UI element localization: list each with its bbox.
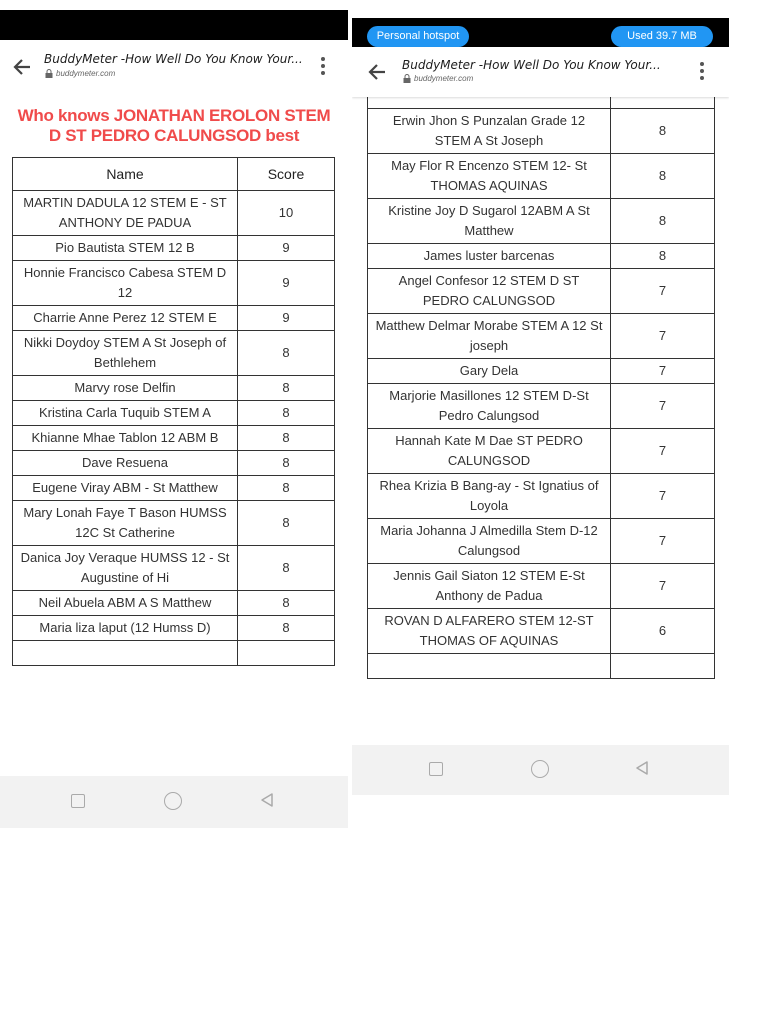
overflow-menu-icon[interactable] (321, 57, 325, 75)
player-name-cell: Marjorie Masillones 12 STEM D-St Pedro Calungsod (368, 384, 611, 429)
score-cell (611, 97, 715, 109)
score-cell: 8 (238, 616, 335, 641)
leaderboard-table (12, 157, 335, 666)
player-name-cell: Jennis Gail Siaton 12 STEM E-St Anthony de Padua (368, 564, 611, 609)
left-content (0, 0, 348, 776)
player-name-cell (368, 654, 611, 679)
system-nav-bar (0, 776, 348, 828)
player-name-cell: Erwin Jhon S Punzalan Grade 12 STEM A St Joseph (368, 109, 611, 154)
table-row (368, 359, 715, 384)
table-row (13, 616, 335, 641)
table-row (13, 261, 335, 306)
player-name-cell: Khianne Mhae Tablon 12 ABM B (13, 426, 238, 451)
score-cell: 7 (611, 564, 715, 609)
table-row (368, 429, 715, 474)
player-name-cell: Eugene Viray ABM - St Matthew (13, 476, 238, 501)
player-name-cell: Dave Resuena (13, 451, 238, 476)
back-arrow-icon[interactable] (11, 56, 33, 78)
table-row (13, 306, 335, 331)
back-arrow-icon[interactable] (366, 61, 388, 83)
score-cell: 7 (611, 429, 715, 474)
player-name-cell (13, 641, 238, 666)
page-title: BuddyMeter -How Well Do You Know Your... (402, 58, 661, 72)
score-cell: 7 (611, 384, 715, 429)
score-cell: 7 (611, 314, 715, 359)
player-name-cell: Mary Lonah Faye T Bason HUMSS 12C St Catherine (13, 501, 238, 546)
score-cell: 8 (238, 331, 335, 376)
leaderboard-rows (13, 191, 335, 666)
table-row (368, 269, 715, 314)
player-name-cell: Rhea Krizia B Bang-ay - St Ignatius of Loyola (368, 474, 611, 519)
circle-nav-icon[interactable] (531, 760, 549, 778)
player-name-cell: Maria liza laput (12 Humss D) (13, 616, 238, 641)
table-row (368, 564, 715, 609)
table-header-row (13, 158, 335, 191)
score-column-header: Score (238, 158, 335, 191)
leaderboard-table (367, 97, 715, 679)
score-cell: 8 (238, 546, 335, 591)
left-screenshot (0, 0, 348, 828)
score-cell: 7 (611, 519, 715, 564)
right-screenshot (352, 0, 729, 795)
leaderboard-rows (368, 97, 715, 679)
table-row (368, 97, 715, 109)
player-name-cell: May Flor R Encenzo STEM 12- St THOMAS AQUINAS (368, 154, 611, 199)
player-name-cell: Matthew Delmar Morabe STEM A 12 St joseph (368, 314, 611, 359)
player-name-cell: Gary Dela (368, 359, 611, 384)
table-row (13, 401, 335, 426)
score-cell: 8 (611, 154, 715, 199)
overflow-menu-icon[interactable] (700, 62, 704, 80)
score-cell: 9 (238, 261, 335, 306)
table-row (13, 376, 335, 401)
triangle-nav-icon[interactable] (259, 792, 275, 808)
table-row (368, 109, 715, 154)
score-cell: 8 (611, 244, 715, 269)
score-cell: 8 (611, 109, 715, 154)
score-cell: 6 (611, 609, 715, 654)
right-content (352, 97, 729, 745)
table-row (13, 426, 335, 451)
browser-app-bar (352, 47, 729, 97)
quiz-heading: Who knows JONATHAN EROLON STEM D ST PEDRO CALUNGSOD best (17, 106, 331, 145)
score-cell: 8 (238, 376, 335, 401)
page-url: buddymeter.com (414, 74, 474, 83)
table-row (368, 154, 715, 199)
score-cell (238, 641, 335, 666)
score-cell: 9 (238, 236, 335, 261)
lock-icon (45, 69, 53, 78)
table-row (368, 519, 715, 564)
page-title: BuddyMeter -How Well Do You Know Your... (44, 52, 303, 66)
name-column-header: Name (13, 158, 238, 191)
player-name-cell: Neil Abuela ABM A S Matthew (13, 591, 238, 616)
table-row (13, 191, 335, 236)
table-row (368, 314, 715, 359)
score-cell: 8 (238, 401, 335, 426)
table-row (368, 654, 715, 679)
score-cell: 8 (238, 591, 335, 616)
player-name-cell: MARTIN DADULA 12 STEM E - ST ANTHONY DE PADUA (13, 191, 238, 236)
triangle-nav-icon[interactable] (634, 760, 650, 776)
table-row (368, 384, 715, 429)
status-bar (352, 18, 729, 47)
score-cell: 8 (238, 426, 335, 451)
table-row (368, 474, 715, 519)
personal-hotspot-badge[interactable]: Personal hotspot (367, 26, 469, 47)
player-name-cell: Marvy rose Delfin (13, 376, 238, 401)
player-name-cell: Kristine Joy D Sugarol 12ABM A St Matthew (368, 199, 611, 244)
player-name-cell: Charrie Anne Perez 12 STEM E (13, 306, 238, 331)
table-row (368, 244, 715, 269)
score-cell: 8 (238, 476, 335, 501)
table-row (368, 609, 715, 654)
url-row (45, 69, 115, 78)
player-name-cell: Nikki Doydoy STEM A St Joseph of Bethlehem (13, 331, 238, 376)
table-row (368, 199, 715, 244)
browser-app-bar (0, 40, 348, 92)
player-name-cell: Hannah Kate M Dae ST PEDRO CALUNGSOD (368, 429, 611, 474)
circle-nav-icon[interactable] (164, 792, 182, 810)
table-row (13, 641, 335, 666)
player-name-cell: ROVAN D ALFARERO STEM 12-ST THOMAS OF AQUINAS (368, 609, 611, 654)
square-nav-icon[interactable] (429, 762, 443, 776)
player-name-cell: Pio Bautista STEM 12 B (13, 236, 238, 261)
player-name-cell (368, 97, 611, 109)
score-cell: 10 (238, 191, 335, 236)
score-cell: 7 (611, 359, 715, 384)
score-cell: 9 (238, 306, 335, 331)
score-cell: 8 (238, 451, 335, 476)
lock-icon (403, 74, 411, 83)
data-used-badge: Used 39.7 MB (611, 26, 713, 47)
player-name-cell: James luster barcenas (368, 244, 611, 269)
score-cell: 8 (611, 199, 715, 244)
score-cell: 7 (611, 269, 715, 314)
player-name-cell: Danica Joy Veraque HUMSS 12 - St Augustine of Hi (13, 546, 238, 591)
table-row (13, 501, 335, 546)
player-name-cell: Angel Confesor 12 STEM D ST PEDRO CALUNGSOD (368, 269, 611, 314)
square-nav-icon[interactable] (71, 794, 85, 808)
page-url: buddymeter.com (56, 69, 116, 78)
system-nav-bar (352, 745, 729, 795)
table-row (13, 476, 335, 501)
score-cell: 8 (238, 501, 335, 546)
player-name-cell: Kristina Carla Tuquib STEM A (13, 401, 238, 426)
table-row (13, 236, 335, 261)
table-row (13, 331, 335, 376)
player-name-cell: Honnie Francisco Cabesa STEM D 12 (13, 261, 238, 306)
table-row (13, 591, 335, 616)
table-row (13, 451, 335, 476)
status-bar (0, 10, 348, 40)
score-cell: 7 (611, 474, 715, 519)
score-cell (611, 654, 715, 679)
table-row (13, 546, 335, 591)
url-row (403, 74, 473, 83)
player-name-cell: Maria Johanna J Almedilla Stem D-12 Calungsod (368, 519, 611, 564)
